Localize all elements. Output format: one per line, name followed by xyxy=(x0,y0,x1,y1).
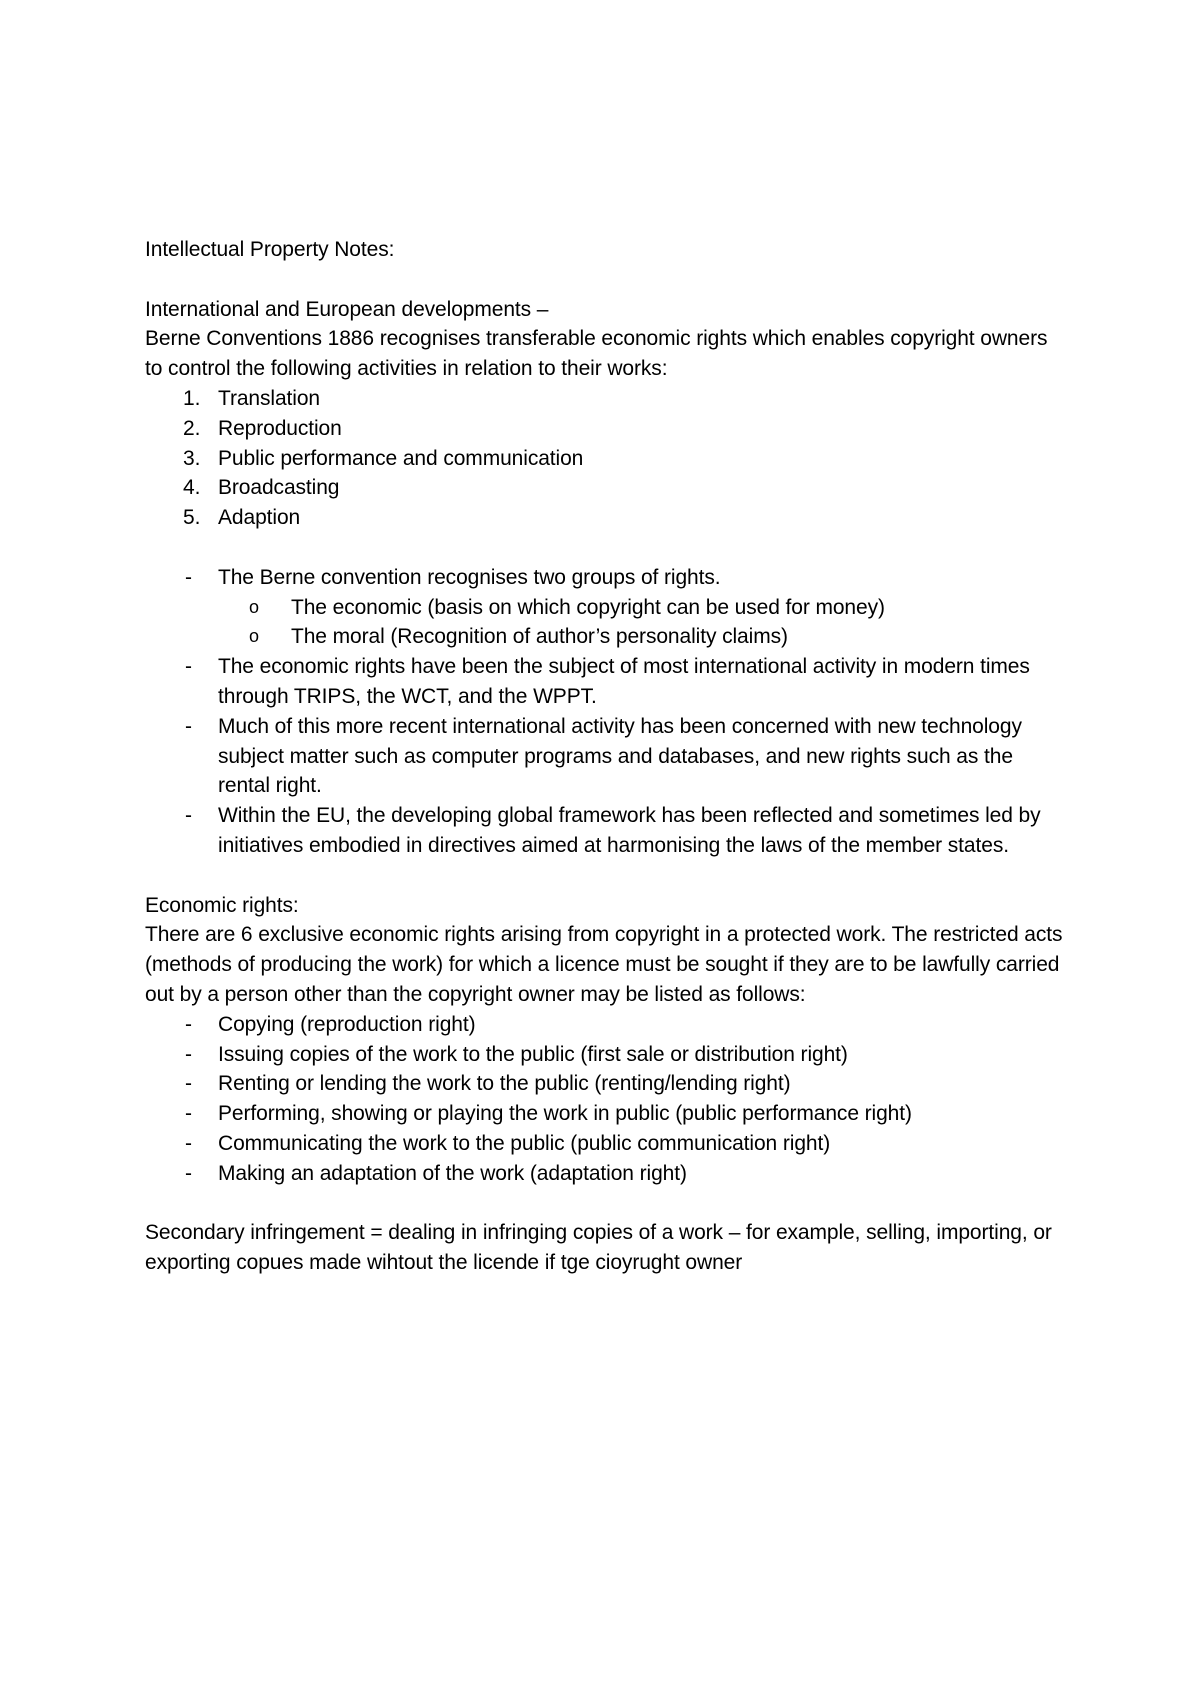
list-item-text: Adaption xyxy=(218,506,301,530)
list-item-text: Broadcasting xyxy=(218,476,340,500)
sub-list-item-text: The economic (basis on which copyright can be used for money) xyxy=(291,595,885,619)
blank-line xyxy=(145,533,1065,563)
list-item-text: Copying (reproduction right) xyxy=(218,1012,476,1036)
dash-bullet: - xyxy=(185,804,192,828)
list-item-text: Much of this more recent international activity has been concerned with new technology subject matter such as computer programs and databases, and new rights such as the rental right. xyxy=(218,714,1022,798)
list-number: 5. xyxy=(183,506,201,530)
list-number: 3. xyxy=(183,446,201,470)
blank-line xyxy=(145,1189,1065,1219)
dash-bullet: - xyxy=(185,1042,192,1066)
dash-bullet: - xyxy=(185,1161,192,1185)
dash-bullet: - xyxy=(185,714,192,738)
list-item-text: Issuing copies of the work to the public (first sale or distribution right) xyxy=(218,1042,848,1066)
dash-bullet: - xyxy=(185,1072,192,1096)
dash-bullet: - xyxy=(185,655,192,679)
sub-list-item-text: The moral (Recognition of author’s personality claims) xyxy=(291,625,788,649)
sub-list-item xyxy=(145,593,1065,623)
sub-list-item xyxy=(145,622,1065,652)
list-item xyxy=(145,1010,1065,1040)
economic-rights-paragraph: There are 6 exclusive economic rights arising from copyright in a protected work. The restricted acts (methods of producing the work) for which a licence must be sought if they are to be lawfully carried out by a person other than the copyright owner may be listed as follows: xyxy=(145,923,1063,1006)
list-item xyxy=(145,1159,1065,1189)
list-number: 1. xyxy=(183,386,201,410)
list-item-text: Reproduction xyxy=(218,416,342,440)
economic-rights-list xyxy=(145,1010,1065,1189)
section-heading-international: International and European developments – xyxy=(145,297,549,321)
list-item xyxy=(145,1099,1065,1129)
list-item-text: Translation xyxy=(218,386,321,410)
list-number: 4. xyxy=(183,476,201,500)
list-item xyxy=(145,444,1065,474)
list-item-text: The Berne convention recognises two groups of rights. xyxy=(218,565,721,589)
list-item-text: Performing, showing or playing the work in public (public performance right) xyxy=(218,1102,912,1126)
list-item-text: Making an adaptation of the work (adaptation right) xyxy=(218,1161,687,1185)
berne-bullet-list xyxy=(145,563,1065,861)
circle-bullet: o xyxy=(249,626,259,647)
list-item xyxy=(145,384,1065,414)
list-number: 2. xyxy=(183,416,201,440)
secondary-infringement-paragraph: Secondary infringement = dealing in infringing copies of a work – for example, selling, importing, or exporting copues made wihtout the licende if tge cioyrught owner xyxy=(145,1221,1052,1275)
list-item xyxy=(145,652,1065,712)
blank-line xyxy=(145,861,1065,891)
list-item-text: Communicating the work to the public (public communication right) xyxy=(218,1131,831,1155)
numbered-list xyxy=(145,384,1065,533)
list-item-text: The economic rights have been the subject of most international activity in modern times through TRIPS, the WCT, and the WPPT. xyxy=(218,655,1030,708)
list-item xyxy=(145,503,1065,533)
blank-line xyxy=(145,265,1065,295)
list-item-text: Renting or lending the work to the public (renting/lending right) xyxy=(218,1072,791,1096)
document-title: Intellectual Property Notes: xyxy=(145,238,395,261)
dash-bullet: - xyxy=(185,565,192,589)
dash-bullet: - xyxy=(185,1102,192,1126)
berne-intro-paragraph: Berne Conventions 1886 recognises transferable economic rights which enables copyright owners to control the following activities in relation to their works: xyxy=(145,327,1048,381)
list-item xyxy=(145,1069,1065,1099)
list-item xyxy=(145,1129,1065,1159)
list-item xyxy=(145,712,1065,801)
document-page xyxy=(145,235,1065,1278)
list-item-text: Within the EU, the developing global framework has been reflected and sometimes led by initiatives embodied in directives aimed at harmonising the laws of the member states. xyxy=(218,804,1041,857)
list-item-text: Public performance and communication xyxy=(218,446,584,470)
list-item xyxy=(145,563,1065,593)
section-heading-economic-rights: Economic rights: xyxy=(145,893,299,917)
list-item xyxy=(145,1040,1065,1070)
list-item xyxy=(145,473,1065,503)
dash-bullet: - xyxy=(185,1131,192,1155)
dash-bullet: - xyxy=(185,1012,192,1036)
circle-bullet: o xyxy=(249,596,259,617)
list-item xyxy=(145,414,1065,444)
list-item xyxy=(145,801,1065,861)
